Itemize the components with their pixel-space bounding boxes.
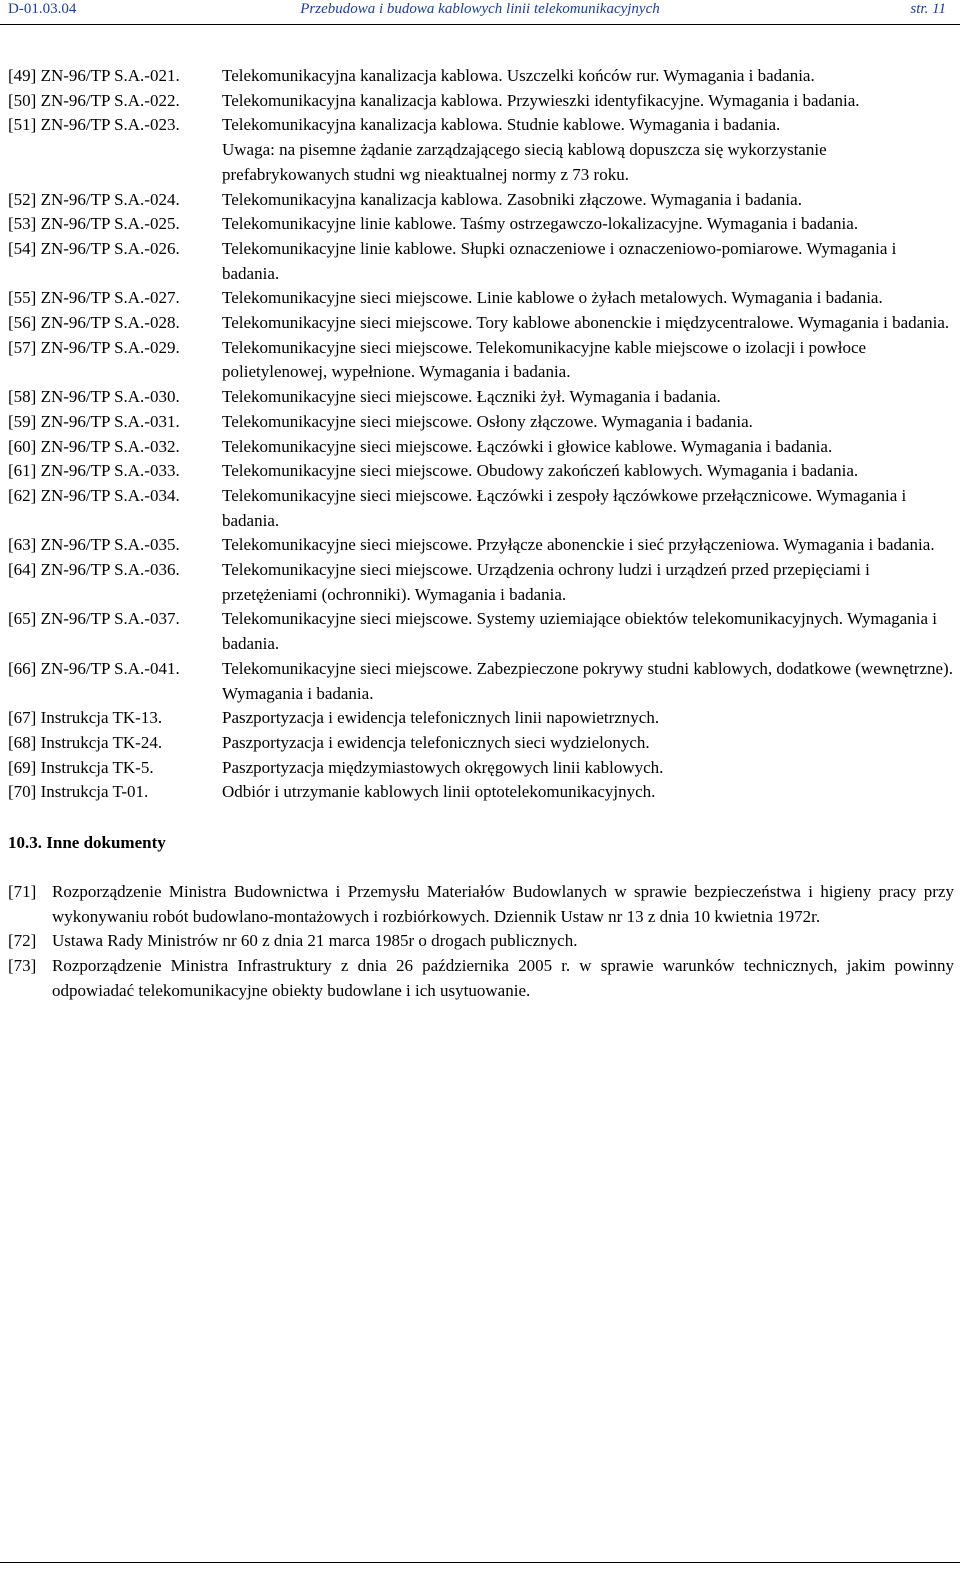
reference-text: Telekomunikacyjna kanalizacja kablowa. Studnie kablowe. Wymagania i badania. [222,115,781,135]
reference-label: [53] ZN-96/TP S.A.-025. [8,214,180,234]
reference-item [8,311,954,336]
reference-text: Telekomunikacyjne sieci miejscowe. Telekomunikacyjne kable miejscowe o izolacji i powłoce polietylenowej, wypełnione. Wymagania i badania. [222,337,867,382]
document-code: D-01.03.04 [8,1,77,17]
reference-item [8,435,954,460]
reference-item [8,64,954,89]
reference-label: [68] Instrukcja TK-24. [8,732,163,752]
document-text: Ustawa Rady Ministrów nr 60 z dnia 21 marca 1985r o drogach publicznych. [52,931,578,951]
reference-text: Telekomunikacyjne sieci miejscowe. Osłony złączowe. Wymagania i badania. [222,411,753,431]
reference-label: [66] ZN-96/TP S.A.-041. [8,658,180,678]
reference-item [8,533,954,558]
reference-item [8,237,954,286]
section-title: 10.3. Inne dokumenty [8,833,166,853]
reference-label: [60] ZN-96/TP S.A.-032. [8,436,180,456]
page-content [8,64,954,1003]
reference-text: Telekomunikacyjne sieci miejscowe. Łączówki i zespoły łączówkowe przełącznicowe. Wymagania i badania. [222,485,907,530]
reference-item [8,286,954,311]
reference-text: Telekomunikacyjne sieci miejscowe. Przyłącze abonenckie i sieć przyłączeniowa. Wymagania i badania. [222,535,935,555]
reference-item [8,780,954,805]
reference-text: Telekomunikacyjne sieci miejscowe. Łączniki żył. Wymagania i badania. [222,387,721,407]
reference-text: Paszportyzacja i ewidencja telefonicznych linii napowietrznych. [222,708,660,728]
document-title: Przebudowa i budowa kablowych linii telekomunikacyjnych [300,1,660,17]
reference-text: Telekomunikacyjne sieci miejscowe. Systemy uziemiające obiektów telekomunikacyjnych. Wymagania i badania. [222,609,938,654]
reference-text: Odbiór i utrzymanie kablowych linii optotelekomunikacyjnych. [222,782,656,802]
reference-item [8,113,954,187]
document-label: [72] [8,931,37,951]
reference-label: [67] Instrukcja TK-13. [8,708,163,728]
reference-text: Telekomunikacyjne sieci miejscowe. Linie kablowe o żyłach metalowych. Wymagania i badania. [222,288,883,308]
reference-label: [56] ZN-96/TP S.A.-028. [8,313,180,333]
reference-item [8,410,954,435]
page-number: str. 11 [910,1,946,17]
document-text: Rozporządzenie Ministra Budownictwa i Przemysłu Materiałów Budowlanych w sprawie bezpieczeństwa i higieny pracy przy wykonywaniu robót budowlano-montażowych i rozbiórkowych. Dziennik Ustaw nr 13 z dnia 10 kwietnia 1972r. [52,881,954,926]
reference-label: [63] ZN-96/TP S.A.-035. [8,535,180,555]
document-label: [71] [8,881,37,901]
footer-divider [0,1562,960,1563]
document-item [8,880,954,929]
reference-item [8,336,954,385]
reference-text: Telekomunikacyjne sieci miejscowe. Urządzenia ochrony ludzi i urządzeń przed przepięciami i przetężeniami (ochronniki). Wymagania i badania. [222,560,870,604]
reference-text: Telekomunikacyjna kanalizacja kablowa. Przywieszki identyfikacyjne. Wymagania i badania. [222,90,860,110]
reference-label: [65] ZN-96/TP S.A.-037. [8,609,180,629]
reference-label: [61] ZN-96/TP S.A.-033. [8,461,180,481]
reference-text: Telekomunikacyjne sieci miejscowe. Zabezpieczone pokrywy studni kablowych, dodatkowe (wewnętrzne). Wymagania i badania. [222,658,953,703]
reference-label: [58] ZN-96/TP S.A.-030. [8,387,180,407]
reference-text: Telekomunikacyjne sieci miejscowe. Łączówki i głowice kablowe. Wymagania i badania. [222,436,833,456]
reference-item [8,558,954,607]
reference-label: [70] Instrukcja T-01. [8,782,149,802]
reference-note: Uwaga: na pisemne żądanie zarządzającego siecią kablową dopuszcza się wykorzystanie prefabrykowanych studni wg nieaktualnej normy z 73 roku. [222,140,827,184]
reference-item [8,756,954,781]
document-item [8,929,954,954]
reference-item [8,385,954,410]
reference-label: [64] ZN-96/TP S.A.-036. [8,560,180,580]
reference-label: [54] ZN-96/TP S.A.-026. [8,238,180,258]
reference-item [8,706,954,731]
reference-list [8,64,954,805]
reference-label: [55] ZN-96/TP S.A.-027. [8,288,180,308]
reference-item [8,731,954,756]
reference-text: Telekomunikacyjne sieci miejscowe. Obudowy zakończeń kablowych. Wymagania i badania. [222,461,859,481]
reference-label: [50] ZN-96/TP S.A.-022. [8,90,180,110]
reference-item [8,484,954,533]
document-text: Rozporządzenie Ministra Infrastruktury z dnia 26 października 2005 r. w sprawie warunków technicznych, jakim powinny odpowiadać telekomunikacyjne obiekty budowlane i ich usytuowanie. [52,955,954,1000]
reference-text: Telekomunikacyjna kanalizacja kablowa. Zasobniki złączowe. Wymagania i badania. [222,189,802,209]
reference-label: [59] ZN-96/TP S.A.-031. [8,411,180,431]
reference-text: Telekomunikacyjna kanalizacja kablowa. Uszczelki końców rur. Wymagania i badania. [222,66,815,85]
reference-item [8,459,954,484]
reference-item [8,607,954,656]
document-label: [73] [8,955,37,975]
page-header [0,0,960,25]
reference-item [8,89,954,114]
reference-text: Telekomunikacyjne sieci miejscowe. Tory kablowe abonenckie i międzycentralowe. Wymagania i badania. [222,313,950,333]
document-item [8,954,954,1003]
reference-label: [52] ZN-96/TP S.A.-024. [8,189,180,209]
reference-label: [49] ZN-96/TP S.A.-021. [8,66,180,85]
reference-text: Telekomunikacyjne linie kablowe. Słupki oznaczeniowe i oznaczeniowo-pomiarowe. Wymagania i badania. [222,238,897,283]
reference-item [8,188,954,213]
reference-text: Telekomunikacyjne linie kablowe. Taśmy ostrzegawczo-lokalizacyjne. Wymagania i badania. [222,214,859,234]
reference-label: [62] ZN-96/TP S.A.-034. [8,485,180,505]
reference-text: Paszportyzacja międzymiastowych okręgowych linii kablowych. [222,757,664,777]
reference-item [8,212,954,237]
reference-label: [69] Instrukcja TK-5. [8,757,154,777]
other-documents-list [8,880,954,1004]
reference-text: Paszportyzacja i ewidencja telefonicznych sieci wydzielonych. [222,732,650,752]
reference-label: [57] ZN-96/TP S.A.-029. [8,337,180,357]
reference-item [8,657,954,706]
reference-label: [51] ZN-96/TP S.A.-023. [8,115,180,135]
